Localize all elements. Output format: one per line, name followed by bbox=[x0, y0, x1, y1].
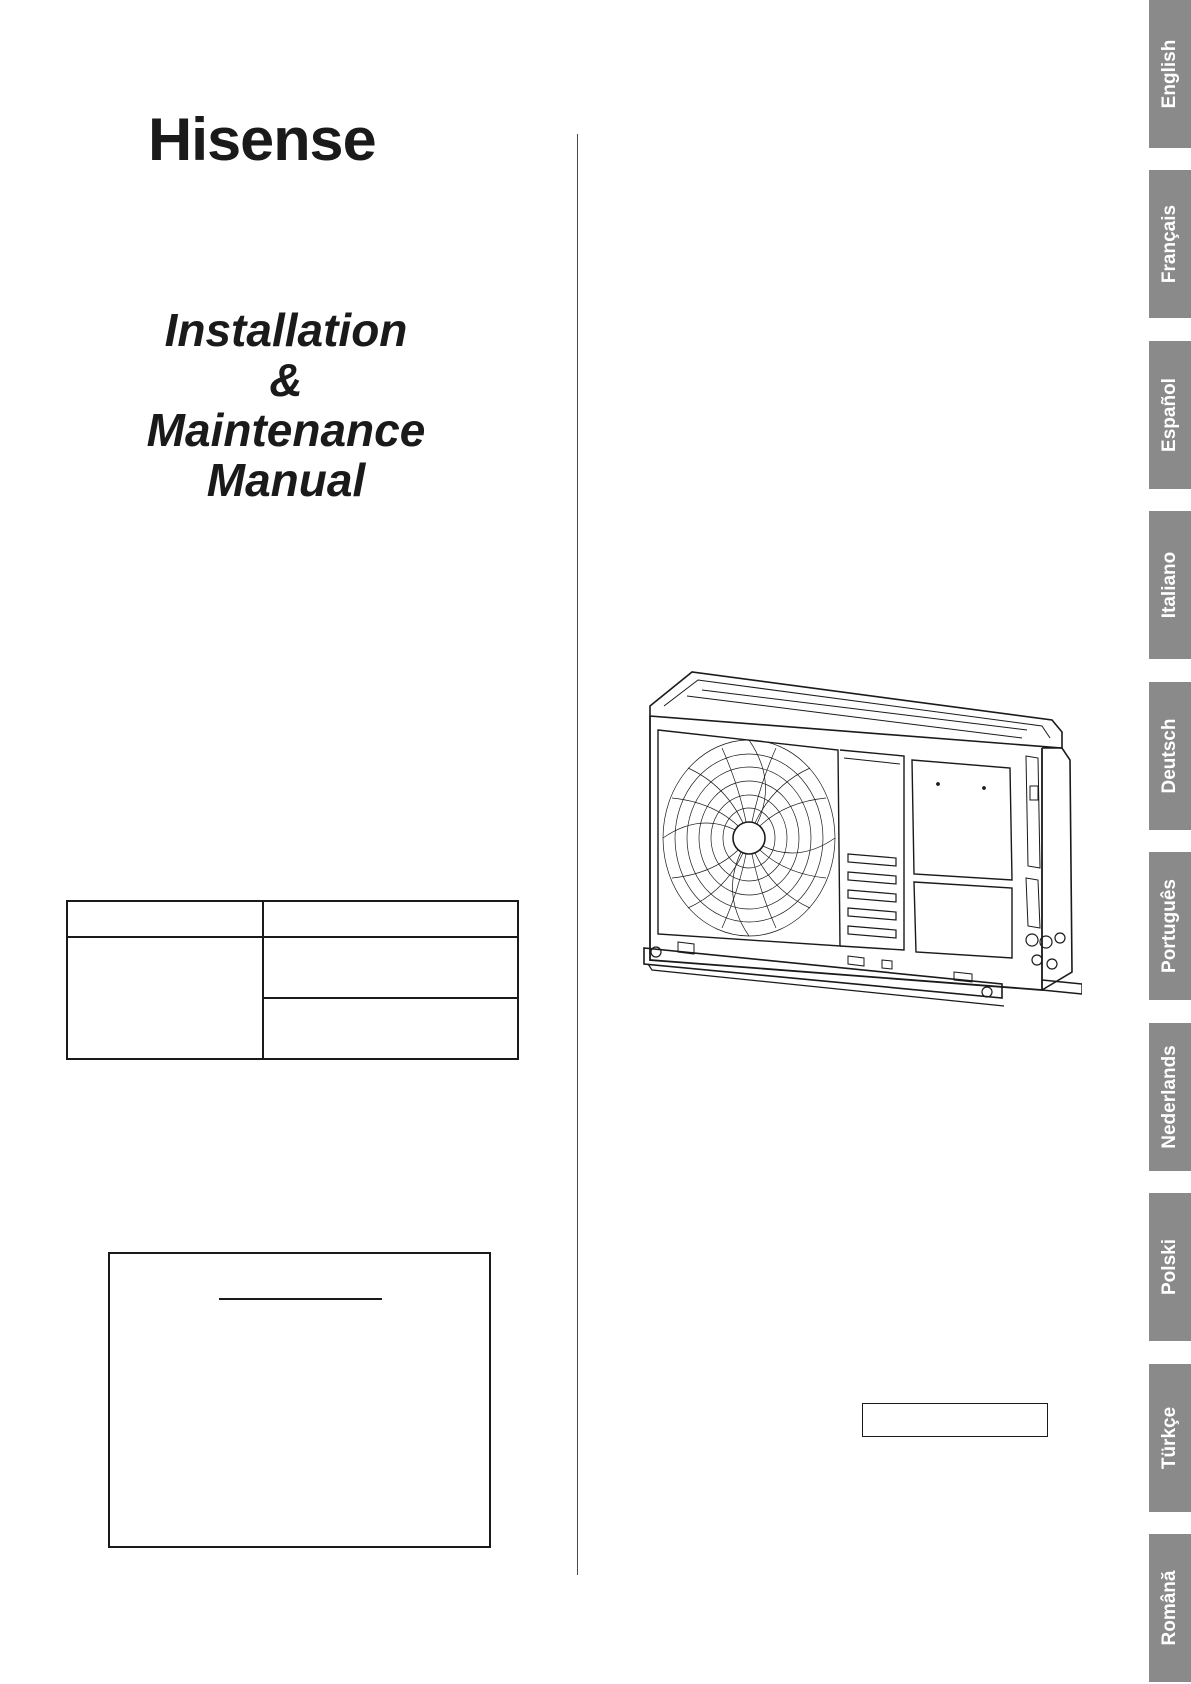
title-line-3: Maintenance bbox=[146, 404, 426, 456]
language-tab-francais[interactable]: Français bbox=[1149, 170, 1191, 318]
language-tab-polski[interactable]: Polski bbox=[1149, 1193, 1191, 1341]
code-box bbox=[862, 1403, 1048, 1437]
language-tab-espanol[interactable]: Español bbox=[1149, 341, 1191, 489]
title-line-2: & bbox=[269, 354, 303, 406]
language-tab-italiano[interactable]: Italiano bbox=[1149, 511, 1191, 659]
model-table bbox=[66, 900, 519, 1060]
column-divider bbox=[577, 134, 578, 1575]
model-table-header-cell-2 bbox=[263, 901, 518, 937]
language-tabs bbox=[1149, 0, 1191, 1684]
language-tab-romana[interactable]: Română bbox=[1149, 1534, 1191, 1682]
notice-heading-rule bbox=[219, 1298, 382, 1300]
outdoor-unit-illustration bbox=[642, 668, 1082, 1024]
language-tab-deutsch[interactable]: Deutsch bbox=[1149, 682, 1191, 830]
model-table-cell-left bbox=[67, 937, 263, 1059]
model-table-cell-right-top bbox=[263, 937, 518, 998]
model-table-cell-right-bottom bbox=[263, 998, 518, 1059]
brand-logo: Hisense bbox=[148, 106, 376, 173]
title-line-4: Manual bbox=[206, 454, 366, 506]
title-line-1: Installation bbox=[164, 304, 408, 356]
language-tab-turkce[interactable]: Türkçe bbox=[1149, 1364, 1191, 1512]
language-tab-nederlands[interactable]: Nederlands bbox=[1149, 1023, 1191, 1171]
notice-box bbox=[108, 1252, 491, 1548]
language-tab-portugues[interactable]: Português bbox=[1149, 852, 1191, 1000]
language-tab-english[interactable]: English bbox=[1149, 0, 1191, 148]
manual-title bbox=[100, 305, 472, 505]
model-table-header-cell-1 bbox=[67, 901, 263, 937]
